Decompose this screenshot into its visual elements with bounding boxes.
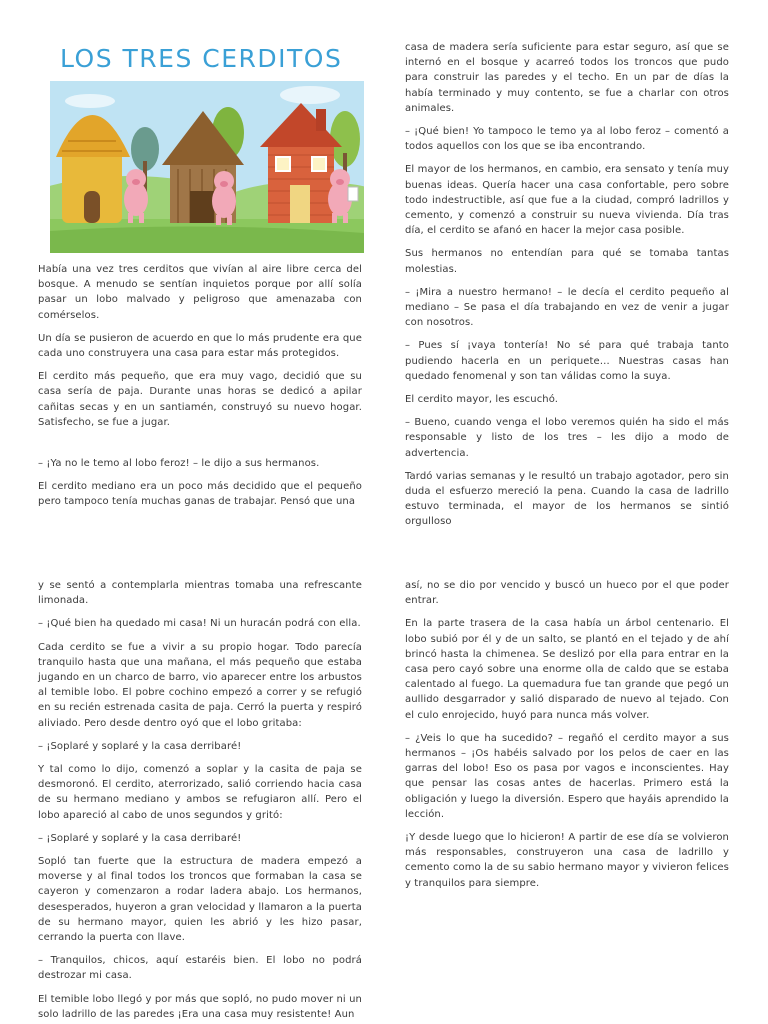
paragraph: así, no se dio por vencido y buscó un hueco por el que poder entrar. — [405, 580, 729, 607]
paragraph: – ¡Qué bien ha quedado mi casa! Ni un huracán podrá con ella. — [38, 618, 361, 630]
paragraph: El cerdito mediano era un poco más decidido que el pequeño pero tampoco tenía muchas ganas de trabajar. Pensó que una — [38, 481, 362, 508]
paragraph: ¡Y desde luego que lo hicieron! A partir de ese día se volvieron más responsables, construyeron una casa de ladrillo y cemento como la de su sabio hermano mayor y vivieron felices y tranquilos para siempre. — [405, 832, 729, 889]
paragraph: El cerdito mayor, les escuchó. — [405, 394, 559, 406]
paragraph: Tardó varias semanas y le resultó un trabajo agotador, pero sin duda el esfuerzo mereció la pena. Cuando la casa de ladrillo estuvo terminada, el mayor de los hermanos se sintió orgulloso — [405, 470, 729, 528]
page-title: LOS TRES CERDITOS — [60, 44, 343, 73]
three-pigs-houses-illustration — [50, 81, 364, 253]
left-column — [38, 0, 362, 518]
paragraph: Sus hermanos no entendían para qué se tomaba tantas molestias. — [405, 248, 729, 275]
paragraph: Sopló tan fuerte que la estructura de madera empezó a moverse y al final todos los troncos que formaban la casa se cayeron y comenzaron a rodar ladera abajo. Los hermanos, desesperados, huyeron a gran velocidad y llamaron a la puerta de su hermano mayor, quien les abrió y les hizo pasar, cerrando la puerta con llave. — [38, 856, 362, 944]
left-column — [38, 578, 362, 1024]
paragraph: – Bueno, cuando venga el lobo veremos quién ha sido el más responsable y listo de los tres – les dijo a modo de advertencia. — [405, 417, 729, 459]
paragraph: – ¡Soplaré y soplaré y la casa derribaré! — [38, 740, 242, 752]
paragraph: Había una vez tres cerditos que vivían al aire libre cerca del bosque. A menudo se sentían inquietos porque por allí solía pasar un lobo malvado y peligroso que amenazaba con comérselos. — [38, 264, 362, 321]
paragraph: – Tranquilos, chicos, aquí estaréis bien. El lobo no podrá destrozar mi casa. — [38, 955, 362, 982]
right-column — [405, 40, 729, 538]
paragraph: – Pues sí ¡vaya tontería! No sé para qué trabaja tanto pudiendo hacerla en un periquete… Nuestras casas han quedado fenomenal y son tan válidas como la suya. — [405, 340, 729, 382]
paragraph: El temible lobo llegó y por más que sopló, no pudo mover ni un solo ladrillo de las paredes ¡Era una casa muy resistente! Aun — [38, 993, 362, 1020]
paragraph: y se sentó a contemplarla mientras tomaba una refrescante limonada. — [38, 580, 362, 607]
paragraph: Y tal como lo dijo, comenzó a soplar y la casita de paja se desmoronó. El cerdito, aterrorizado, salió corriendo hacia casa de su hermano mediano y ambos se refugiaron allí. Pero el lobo apareció al cabo de unos segundos y gritó: — [38, 764, 362, 821]
paragraph: Cada cerdito se fue a vivir a su propio hogar. Todo parecía tranquilo hasta que una mañana, el más pequeño que estaba jugando en un charco de barro, vio aparecer entre los arbustos al temible lobo. El pobre cochino empezó a correr y se refugió en su recién estrenada casita de paja. Cerró la puerta y respiró aliviado. Pero desde dentro oyó que el lobo gritaba: — [38, 641, 362, 729]
paragraph: – ¡Mira a nuestro hermano! – le decía el cerdito pequeño al mediano – Se pasa el día trabajando en vez de venir a jugar con nosotros. — [405, 286, 729, 329]
page-2 — [0, 568, 768, 1024]
paragraph: El mayor de los hermanos, en cambio, era sensato y tenía muy buenas ideas. Quería hacer una casa confortable, pero sobre todo indestructible, así que fue a la ciudad, compró ladrillos y cemento, y comenzó a construir su nueva vivienda. Día tras día, el cerdito se afanó en hacer la mejor casa posible. — [405, 164, 729, 237]
paragraph: – ¡Ya no le temo al lobo feroz! – le dijo a sus hermanos. — [38, 458, 320, 470]
paragraph: Un día se pusieron de acuerdo en que lo más prudente era que cada uno construyera una casa para estar más protegidos. — [38, 332, 362, 360]
paragraph: En la parte trasera de la casa había un árbol centenario. El lobo subió por él y de un salto, se plantó en el tejado y de ahí brincó hasta la chimenea. Se deslizó por ella para entrar en la casa pero cayó sobre una enorme olla de caldo que se estaba calentado al fuego. La quemadura fue tan grande que pegó un aullido desgarrador y salió disparado de nuevo al tejado. Con el culo enrojecido, huyó para nunca más volver. — [405, 618, 729, 721]
paragraph: casa de madera sería suficiente para estar seguro, así que se internó en el bosque y acarreó todos los troncos que pudo para construir las paredes y el techo. En un par de días la había terminado y muy contento, se fue a charlar con otros animales. — [405, 42, 729, 114]
paragraph: – ¡Soplaré y soplaré y la casa derribaré! — [38, 832, 242, 844]
paragraph: – ¿Veis lo que ha sucedido? – regañó el cerdito mayor a sus hermanos – ¡Os habéis salvado por los pelos de caer en las garras del lobo! Eso os pasa por vagos e inconscientes. Hay que pensar las cosas antes de hacerlas. Primero está la obligación y luego la diversión. Espero que hayáis aprendido la lección. — [405, 732, 729, 820]
paragraph: El cerdito más pequeño, que era muy vago, decidió que su casa sería de paja. Durante unas horas se dedicó a apilar cañitas secas y en un santiamén, construyó su nuevo hogar. Satisfecho, se fue a jugar. — [38, 371, 362, 428]
paragraph: – ¡Qué bien! Yo tampoco le temo ya al lobo feroz – comentó a todos aquellos con los que se iba encontrando. — [405, 126, 729, 153]
right-column — [405, 578, 729, 899]
